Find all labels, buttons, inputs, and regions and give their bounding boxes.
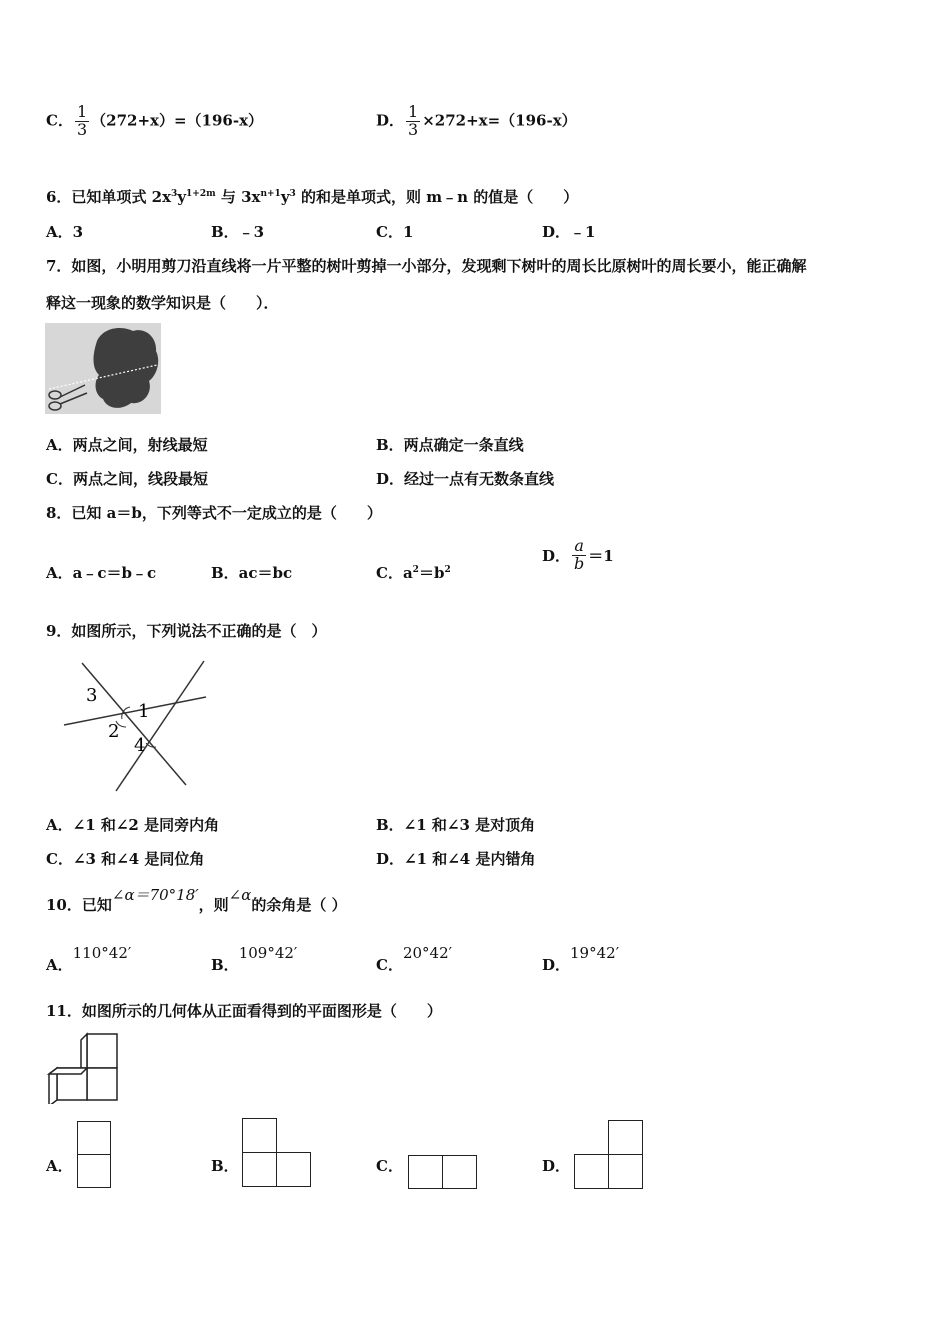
q11-b-bottom-left-square xyxy=(242,1152,277,1187)
q8-option-d[interactable]: D． $\frac{a}{b}$ ＝1 xyxy=(542,536,614,573)
q11-option-d-label[interactable]: D． xyxy=(542,1157,571,1175)
q9-label-2: 2 xyxy=(108,721,120,742)
q9-option-c[interactable]: C．∠3 和∠4 是同位角 xyxy=(46,850,205,868)
q9-line-3 xyxy=(116,661,204,791)
q11-option-c-label[interactable]: C． xyxy=(376,1157,403,1175)
q7-option-b[interactable]: B．两点确定一条直线 xyxy=(376,436,524,454)
q7-stem-line1: 7．如图，小明用剪刀沿直线将一片平整的树叶剪掉一小部分，发现剩下树叶的周长比原树叶的周长要小，能正确解 xyxy=(46,257,807,275)
q6-option-d[interactable]: D．﹣1 xyxy=(542,223,596,241)
q5-option-d[interactable]: D． $\frac{1}{3}$ ×272+x=（196-x） xyxy=(376,102,577,139)
q11-stem: 11．如图所示的几何体从正面看得到的平面图形是（ ） xyxy=(46,1002,442,1020)
q11-cube-right-front xyxy=(87,1068,117,1100)
q7-option-d[interactable]: D．经过一点有无数条直线 xyxy=(376,470,555,488)
q8-option-c[interactable]: C．$a^2=b^2$ xyxy=(376,564,451,582)
q10-formula: ∠α＝70°18′ xyxy=(111,886,199,904)
q9-label-4: 4 xyxy=(134,735,146,756)
q11-c-right-square xyxy=(442,1155,477,1189)
q7-stem-line2: 释这一现象的数学知识是（ ）． xyxy=(46,294,279,312)
q11-cube-top-front xyxy=(87,1034,117,1068)
q9-label-3: 3 xyxy=(86,685,98,706)
q11-d-bottom-right-square xyxy=(608,1154,643,1189)
q11-cube-left-top xyxy=(49,1068,87,1074)
q10-option-a[interactable]: A．110°42′ xyxy=(46,944,132,974)
q5-option-c[interactable]: C． $\frac{1}{3}$ （272+x）=（196-x） xyxy=(46,102,264,139)
q11-option-a-label[interactable]: A． xyxy=(46,1157,73,1175)
q5-optd-fraction: $\frac{1}{3}$ xyxy=(408,102,419,139)
q11-d-top-square xyxy=(608,1120,643,1155)
q7-option-a[interactable]: A．两点之间，射线最短 xyxy=(46,436,208,454)
q11-solid-figure xyxy=(45,1030,121,1104)
q6-option-c[interactable]: C．1 xyxy=(376,223,414,241)
q9-label-1: 1 xyxy=(138,701,150,722)
q10-angle: ∠α xyxy=(228,886,252,904)
q6-stem: 6．已知单项式 $2x^3y^{1+2m}$ 与 $3x^{n+1}y^3$ 的和是单项式，则 m﹣n 的值是（ ） xyxy=(46,188,579,206)
q9-option-d[interactable]: D．∠1 和∠4 是内错角 xyxy=(376,850,536,868)
q11-option-b-label[interactable]: B． xyxy=(211,1157,239,1175)
q11-c-left-square xyxy=(408,1155,443,1189)
q7-option-c[interactable]: C．两点之间，线段最短 xyxy=(46,470,208,488)
q8-stem: 8．已知 a＝b，下列等式不一定成立的是（ ） xyxy=(46,504,382,522)
q9-option-a[interactable]: A．∠1 和∠2 是同旁内角 xyxy=(46,816,220,834)
q9-stem: 9．如图所示，下列说法不正确的是（ ） xyxy=(46,622,327,640)
q9-line-1 xyxy=(82,663,186,785)
q11-b-top-square xyxy=(242,1118,277,1154)
q10-stem: 10．已知∠α＝70°18′，则∠α的余角是（ ） xyxy=(46,886,347,914)
q11-b-bottom-right-square xyxy=(276,1152,311,1187)
q9-angle-figure xyxy=(60,655,210,795)
q10-option-b[interactable]: B．109°42′ xyxy=(211,944,298,974)
q10-option-c[interactable]: C．20°42′ xyxy=(376,944,453,974)
q7-leaf-scissors-figure xyxy=(45,323,161,414)
q8-option-a[interactable]: A．a﹣c＝b﹣c xyxy=(46,564,157,582)
q11-a-top-square xyxy=(77,1121,111,1155)
q10-option-d[interactable]: D．19°42′ xyxy=(542,944,620,974)
q11-a-bottom-square xyxy=(77,1154,111,1188)
q6-option-b[interactable]: B．﹣3 xyxy=(211,223,265,241)
q8-option-b[interactable]: B．ac＝bc xyxy=(211,564,293,582)
q11-d-bottom-left-square xyxy=(574,1154,609,1189)
q5-optc-fraction: $\frac{1}{3}$ xyxy=(76,102,88,139)
q8-optd-fraction: $\frac{a}{b}$ xyxy=(574,536,585,573)
q6-option-a[interactable]: A．3 xyxy=(46,223,84,241)
q9-option-b[interactable]: B．∠1 和∠3 是对顶角 xyxy=(376,816,536,834)
